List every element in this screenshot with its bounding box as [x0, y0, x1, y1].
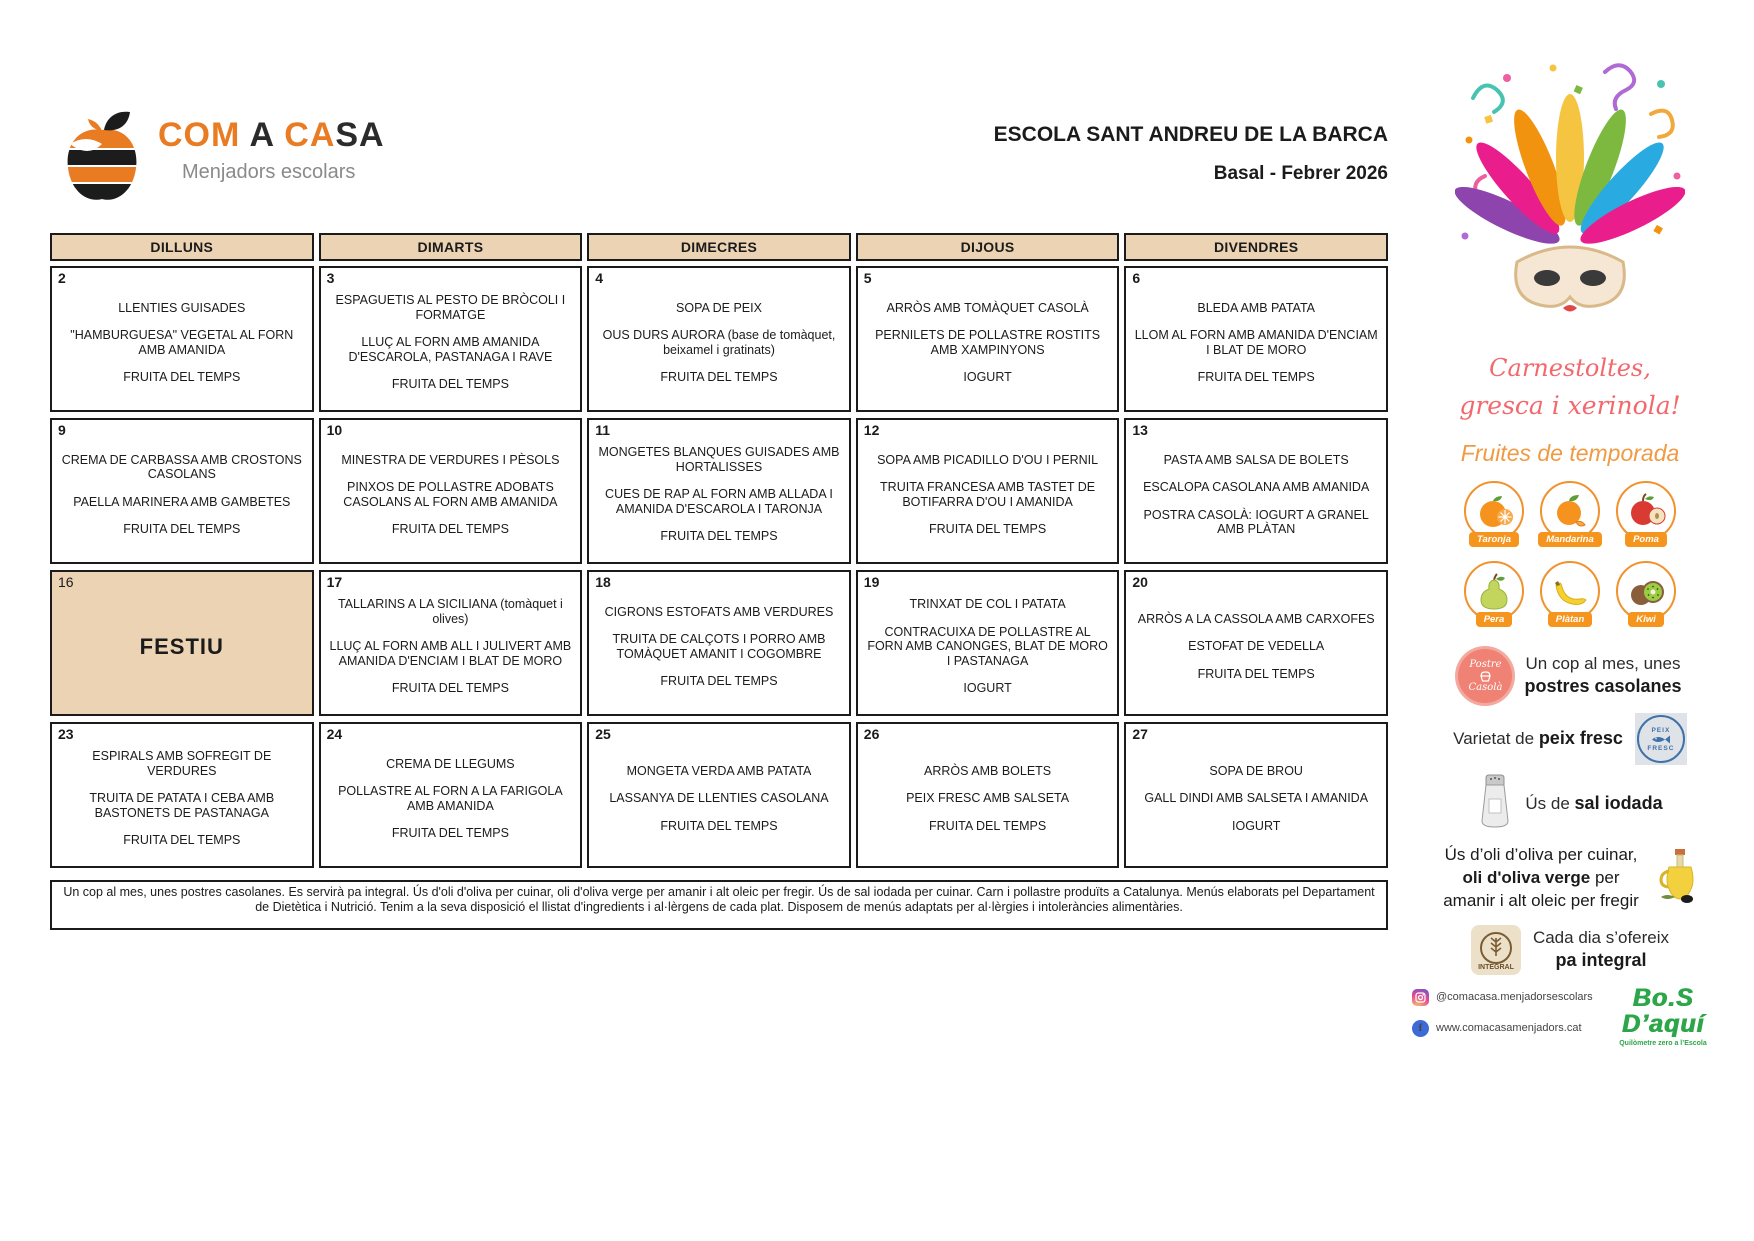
day-number: 3 [326, 270, 335, 286]
day-cell-5 [856, 266, 1120, 412]
gresca-script-text: gresca i xerinola! [1459, 391, 1681, 420]
day-number: 13 [1132, 422, 1148, 438]
menu-item: MONGETA VERDA AMB PATATA [626, 763, 812, 778]
day-cell-25 [587, 722, 851, 868]
day-number: 27 [1132, 726, 1148, 742]
day-header-divendres: DIVENDRES [1124, 233, 1388, 261]
olive-oil-bottle-icon [1651, 847, 1697, 910]
fruit-label: Kiwi [1628, 612, 1664, 627]
menu-item: LLUÇ AL FORN AMB ALL I JULIVERT AMB AMANIDA D'ENCIAM I BLAT DE MORO [329, 639, 572, 668]
menu-item: FRUITA DEL TEMPS [660, 370, 778, 384]
day-cell-12 [856, 418, 1120, 564]
fruit-label: Mandarina [1538, 532, 1602, 547]
menu-item: SOPA AMB PICADILLO D'OU I PERNIL [877, 452, 1099, 467]
fruit-item-poma [1614, 481, 1678, 547]
salt-shaker-icon [1477, 773, 1513, 834]
menu-item: CREMA DE LLEGUMS [386, 756, 515, 771]
school-title: ESCOLA SANT ANDREU DE LA BARCA [993, 123, 1388, 146]
menu-item: FRUITA DEL TEMPS [929, 818, 1047, 833]
social-links [1412, 983, 1728, 1048]
sal-iodada-row [1412, 773, 1728, 834]
carnestoltes-script-text: Carnestoltes, [1489, 354, 1651, 382]
menu-item: FRUITA DEL TEMPS [123, 370, 241, 384]
menu-item: POLLASTRE AL FORN A LA FARIGOLA AMB AMANIDA [338, 784, 563, 813]
menu-item: PINXOS DE POLLASTRE ADOBATS CASOLANS AL FORN AMB AMANIDA [343, 480, 558, 509]
menu-item: IOGURT [963, 681, 1012, 696]
day-number: 17 [326, 574, 343, 590]
day-number: 6 [1132, 270, 1141, 286]
menu-item: BLEDA AMB PATATA [1197, 300, 1316, 315]
menu-item: FRUITA DEL TEMPS [929, 522, 1047, 536]
fruit-label: Pera [1476, 612, 1513, 627]
sal-iodada-text: Ús de sal iodada [1525, 792, 1663, 813]
day-cell-11 [587, 418, 851, 564]
day-header-dijous: DIJOUS [856, 233, 1120, 261]
day-number: 18 [595, 574, 611, 590]
day-number: 26 [863, 726, 880, 742]
menu-item: SOPA DE BROU [1209, 763, 1303, 778]
brand-name [158, 118, 385, 152]
fruit-item-taronja [1462, 481, 1526, 547]
day-cell-13 [1124, 418, 1388, 564]
menu-item: CREMA DE CARBASSA AMB CROSTONS CASOLANS [61, 452, 302, 481]
menu-item: TRUITA DE CALÇOTS I PORRO AMB TOMÀQUET AMANIT I COGOMBRE [612, 632, 826, 661]
day-number: 25 [595, 726, 611, 742]
day-cell-16 [50, 570, 314, 716]
day-cell-4 [587, 266, 851, 412]
menu-item: TRUITA FRANCESA AMB TASTET DE BOTIFARRA D'OU I AMANIDA [880, 480, 1096, 509]
postres-casolanes-row [1412, 649, 1728, 703]
day-header-dimecres: DIMECRES [587, 233, 851, 261]
facebook-icon: f [1412, 1020, 1429, 1037]
day-cell-3 [319, 266, 583, 412]
fruit-label: Plàtan [1548, 612, 1593, 627]
menu-item: POSTRA CASOLÀ: IOGURT A GRANEL AMB PLÀTAN [1143, 507, 1369, 536]
postre-casola-badge-icon [1458, 649, 1512, 703]
calendar-grid [50, 266, 1388, 868]
day-cell-27 [1124, 722, 1388, 868]
day-number: 19 [863, 574, 880, 590]
festiu-label: FESTIU [139, 633, 224, 659]
apple-logo-icon [60, 104, 144, 207]
menu-item: TALLARINS A LA SICILIANA (tomàquet i olives) [337, 597, 563, 626]
brand-name-part: A [240, 116, 285, 154]
day-number: 2 [58, 270, 66, 286]
day-cell-20 [1124, 570, 1388, 716]
menu-item: FRUITA DEL TEMPS [660, 529, 778, 544]
carnival-mask-art [1412, 56, 1728, 352]
km0-logo-line2: D’aquí [1621, 1010, 1705, 1039]
menu-item: PEIX FRESC AMB SALSETA [906, 791, 1070, 806]
day-cell-23 [50, 722, 314, 868]
postre-badge-word2: Casolà [1468, 682, 1503, 693]
fruit-label: Poma [1625, 532, 1667, 547]
day-number: 11 [595, 422, 610, 438]
menu-item: ARRÒS A LA CASSOLA AMB CARXOFES [1137, 611, 1375, 626]
peix-fresc-stamp-icon [1635, 713, 1687, 765]
day-cell-9 [50, 418, 314, 564]
menu-item: CUES DE RAP AL FORN AMB ALLADA I AMANIDA D'ESCAROLA I TARONJA [605, 487, 833, 516]
brand-name-part: SA [335, 116, 385, 154]
day-number: 10 [326, 422, 343, 438]
day-number: 9 [58, 422, 66, 438]
day-cell-18 [587, 570, 851, 716]
fruit-label: Taronja [1469, 532, 1519, 547]
menu-item: PERNILETS DE POLLASTRE ROSTITS AMB XAMPINYONS [875, 328, 1101, 357]
menu-item: PAELLA MARINERA AMB GAMBETES [73, 494, 291, 509]
day-number: 4 [595, 270, 603, 286]
fruit-item-pera [1462, 561, 1526, 627]
day-number: 16 [58, 574, 74, 590]
menu-item: MONGETES BLANQUES GUISADES AMB HORTALISSES [598, 445, 840, 474]
day-number: 23 [58, 726, 74, 742]
menu-item: FRUITA DEL TEMPS [1197, 666, 1315, 681]
day-number: 5 [863, 270, 872, 286]
footer-note-text: Un cop al mes, unes postres casolanes. Es servirà pa integral. Ús d'oli d'oliva per cuinar, oli d'oliva verge per amanir i alt oleic per fregir. Ús de sal iodada per cuinar. Carn i pollastre produïts a Catalunya. Menús elaborats pel Departament de Dietètica i Nutrició. Tenim a la seva disposició el llistat d'ingredients i al·lèrgens de cada plat. Disposem de menús adaptats per al·lèrgies i intoleràncies alimentàries. [63, 885, 1375, 915]
menu-item: IOGURT [963, 370, 1012, 384]
menu-item: TRINXAT DE COL I PATATA [909, 597, 1066, 612]
menu-item: ARRÒS AMB BOLETS [924, 763, 1052, 778]
menu-item: SOPA DE PEIX [676, 300, 762, 315]
menu-item: FRUITA DEL TEMPS [123, 522, 241, 536]
brand-tagline: Menjadors escolars [182, 161, 356, 183]
fruit-item-kiwi [1614, 561, 1678, 627]
postres-casolanes-text: Un cop al mes, unes postres casolanes [1524, 654, 1682, 697]
menu-item: ESPAGUETIS AL PESTO DE BRÒCOLI I FORMATGE [335, 293, 566, 322]
menu-item: ESTOFAT DE VEDELLA [1188, 639, 1325, 654]
menu-item: FRUITA DEL TEMPS [391, 522, 509, 536]
website-link[interactable] [1412, 1020, 1598, 1037]
day-header-dilluns: DILLUNS [50, 233, 314, 261]
menu-item: TRUITA DE PATATA I CEBA AMB BASTONETS DE PASTANAGA [89, 791, 275, 820]
menu-item: CIGRONS ESTOFATS AMB VERDURES [604, 604, 834, 619]
brand-name-part: CA [284, 116, 336, 154]
seasonal-fruits-grid [1412, 481, 1728, 627]
day-cell-19 [856, 570, 1120, 716]
fruit-item-plàtan [1538, 561, 1602, 627]
menu-item: FRUITA DEL TEMPS [123, 833, 241, 848]
menu-item: LLOM AL FORN AMB AMANIDA D'ENCIAM I BLAT DE MORO [1134, 328, 1378, 357]
menu-item: CONTRACUIXA DE POLLASTRE AL FORN AMB CANONGES, BLAT DE MORO I PASTANAGA [867, 624, 1108, 668]
menu-item: ESCALOPA CASOLANA AMB AMANIDA [1143, 480, 1370, 494]
menu-item: MINESTRA DE VERDURES I PÈSOLS [341, 452, 560, 467]
day-cell-10 [319, 418, 583, 564]
menu-item: GALL DINDI AMB SALSETA I AMANIDA [1144, 791, 1369, 806]
menu-item: PASTA AMB SALSA DE BOLETS [1163, 452, 1349, 467]
menu-item: FRUITA DEL TEMPS [391, 681, 509, 696]
info-badges [1412, 649, 1728, 975]
menu-item: LASSANYA DE LLENTIES CASOLANA [609, 791, 829, 806]
km0-escola-logo [1598, 985, 1728, 1048]
menu-period: Basal - Febrer 2026 [1213, 163, 1388, 184]
km0-logo-line1: Bo.S [1632, 983, 1694, 1012]
calendar-day-headers [50, 233, 1388, 261]
postre-badge-word1: Postre [1469, 659, 1502, 670]
menu-item: OUS DURS AURORA (base de tomàquet, beixamel i gratinats) [602, 328, 836, 357]
menu-item: FRUITA DEL TEMPS [1197, 370, 1315, 384]
brand-name-part: COM [158, 116, 241, 154]
pa-integral-badge-icon [1471, 925, 1521, 975]
menu-item: ARRÒS AMB TOMÀQUET CASOLÀ [886, 300, 1089, 315]
instagram-handle[interactable]: @comacasa.menjadorsescolars [1436, 991, 1593, 1004]
brand-logo [60, 104, 385, 207]
stamp-word-top: PEIX [1651, 726, 1671, 734]
day-cell-2 [50, 266, 314, 412]
km0-logo-subtitle: Quilòmetre zero a l’Escola [1619, 1040, 1707, 1048]
day-number: 20 [1132, 574, 1148, 590]
oli-oliva-text: Ús d’oli d’oliva per cuinar, oli d'oliva verge per amanir i alt oleic per fregir [1443, 845, 1639, 910]
footer-note-box [50, 880, 1388, 930]
day-cell-26 [856, 722, 1120, 868]
menu-item: IOGURT [1232, 818, 1281, 833]
day-number: 12 [863, 422, 880, 438]
pa-integral-text: Cada dia s’ofereix pa integral [1532, 928, 1670, 971]
menu-item: FRUITA DEL TEMPS [660, 818, 778, 833]
menu-item: FRUITA DEL TEMPS [660, 674, 778, 688]
peix-fresc-row [1412, 713, 1728, 765]
peix-fresc-text: Varietat de peix fresc [1453, 728, 1623, 749]
instagram-icon [1412, 989, 1429, 1006]
title-block [700, 123, 1388, 185]
menu-item: FRUITA DEL TEMPS [391, 377, 509, 392]
day-cell-6 [1124, 266, 1388, 412]
day-header-dimarts: DIMARTS [319, 233, 583, 261]
fruit-item-mandarina [1538, 481, 1602, 547]
menu-item: "HAMBURGUESA" VEGETAL AL FORN AMB AMANIDA [70, 328, 294, 357]
menu-item: FRUITA DEL TEMPS [391, 826, 509, 840]
stamp-word-bottom: FRESC [1647, 744, 1675, 752]
menu-item: ESPIRALS AMB SOFREGIT DE VERDURES [92, 749, 272, 778]
svg-text:INTEGRAL: INTEGRAL [1478, 963, 1514, 971]
oli-oliva-row [1412, 844, 1728, 913]
day-cell-17 [319, 570, 583, 716]
day-cell-24 [319, 722, 583, 868]
day-number: 24 [326, 726, 343, 742]
website-url[interactable]: www.comacasamenjadors.cat [1436, 1022, 1582, 1035]
menu-item: LLENTIES GUISADES [118, 300, 246, 315]
sidebar [1412, 56, 1728, 1047]
seasonal-fruits-title: Fruites de temporada [1460, 440, 1680, 466]
menu-item: LLUÇ AL FORN AMB AMANIDA D'ESCAROLA, PASTANAGA I RAVE [348, 335, 553, 364]
instagram-link[interactable] [1412, 989, 1598, 1006]
pa-integral-row [1412, 925, 1728, 975]
